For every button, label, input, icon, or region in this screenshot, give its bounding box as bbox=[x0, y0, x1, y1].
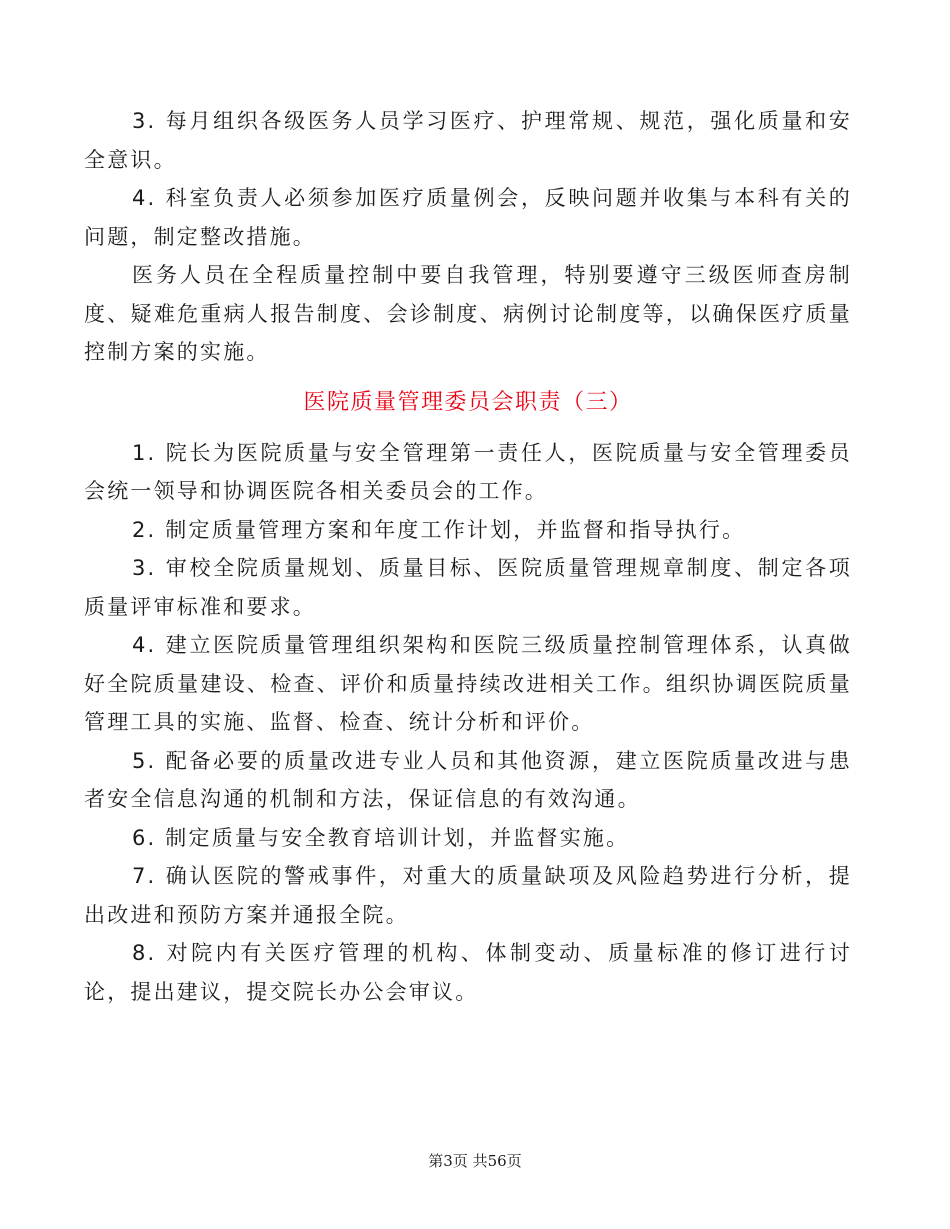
page-number-footer: 第3页 共56页 bbox=[428, 1152, 522, 1170]
paragraph-item-3: 3. 每月组织各级医务人员学习医疗、护理常规、规范，强化质量和安全意识。 bbox=[84, 109, 852, 172]
duty-item-1: 1. 院长为医院质量与安全管理第一责任人，医院质量与安全管理委员会统一领导和协调医院各相关委员会的工作。 bbox=[84, 440, 852, 503]
duty-item-3: 3. 审校全院质量规划、质量目标、医院质量管理规章制度、制定各项质量评审标准和要求。 bbox=[84, 556, 852, 619]
section-title: 医院质量管理委员会职责（三） bbox=[303, 389, 633, 415]
duty-item-5: 5. 配备必要的质量改进专业人员和其他资源，建立医院质量改进与患者安全信息沟通的机制和方法，保证信息的有效沟通。 bbox=[84, 748, 852, 811]
duty-item-6: 6. 制定质量与安全教育培训计划，并监督实施。 bbox=[132, 825, 630, 850]
document-body bbox=[84, 102, 852, 1011]
duty-item-7: 7. 确认医院的警戒事件，对重大的质量缺项及风险趋势进行分析，提出改进和预防方案并通报全院。 bbox=[84, 864, 852, 927]
paragraph-summary: 医务人员在全程质量控制中要自我管理，特别要遵守三级医师查房制度、疑难危重病人报告制度、会诊制度、病例讨论制度等，以确保医疗质量控制方案的实施。 bbox=[84, 263, 852, 364]
duty-item-4: 4. 建立医院质量管理组织架构和医院三级质量控制管理体系，认真做好全院质量建设、检查、评价和质量持续改进相关工作。组织协调医院质量管理工具的实施、监督、检查、统计分析和评价。 bbox=[84, 633, 852, 734]
paragraph-item-4: 4. 科室负责人必须参加医疗质量例会，反映问题并收集与本科有关的问题，制定整改措施。 bbox=[84, 186, 852, 249]
duty-item-2: 2. 制定质量管理方案和年度工作计划，并监督和指导执行。 bbox=[132, 517, 746, 542]
duty-item-8: 8. 对院内有关医疗管理的机构、体制变动、质量标准的修订进行讨论，提出建议，提交院长办公会审议。 bbox=[84, 941, 852, 1004]
